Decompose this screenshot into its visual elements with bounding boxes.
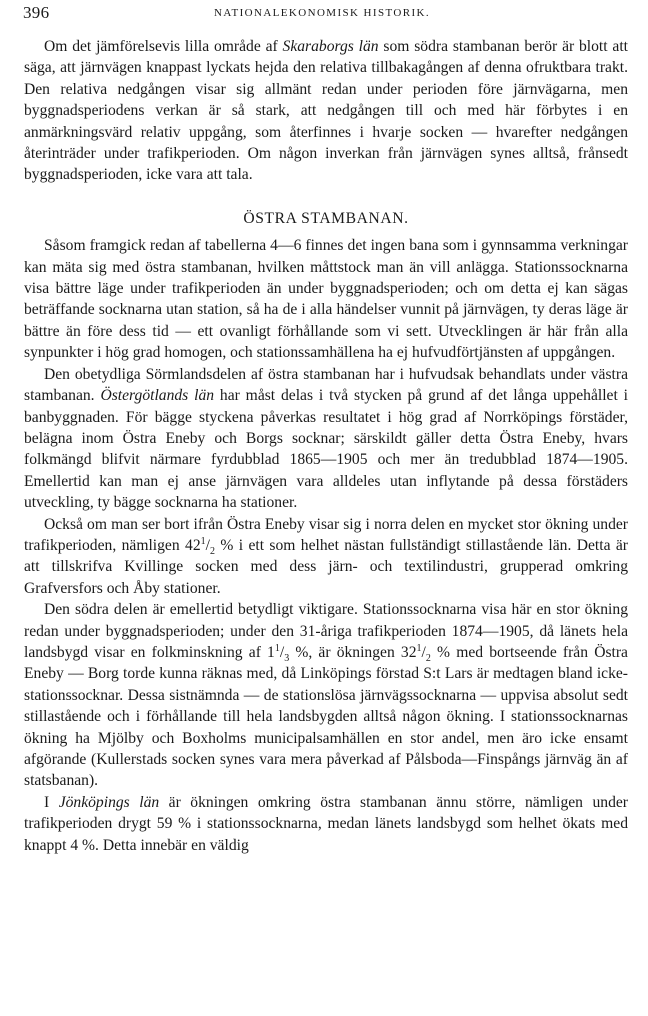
- fraction-part: 1: [274, 642, 280, 654]
- section-paragraphs: [24, 235, 628, 856]
- paragraph-p2: [24, 235, 628, 363]
- text-run: Om det jämförelsevis lilla område af: [44, 38, 283, 55]
- fraction-part: 2: [425, 653, 431, 665]
- page-header: [24, 3, 628, 25]
- section-heading: ÖSTRA STAMBANAN.: [243, 209, 409, 227]
- paragraph-p4: [24, 514, 628, 600]
- text-run: som södra stambanan berör är blott att säga, att järnvägen knappast lyckats hejda den relativa tillbakagången af denna ofruktbara trakt. Den relativa nedgången visar sig allmänt redan under perioden före järnvägarna, men byggnadsperiodens verkan är så stark, att nedgången till och med här förbytes i en anmärkningsvärd relativ uppgång, som återfinnes i hvarje socken — hvarefter nedgången återinträder under trafikperioden. Om någon inverkan från järnvägen synes alltså, frånsedt byggnadsperioden, icke vara att tala.: [24, 38, 628, 184]
- page-number: 396: [23, 3, 50, 22]
- text-run: /: [205, 536, 210, 554]
- text-run: I: [44, 793, 59, 811]
- italic-place-name: Östergötlands län: [100, 387, 215, 405]
- italic-place-name: Skaraborgs län: [282, 38, 379, 55]
- paragraph-p1: [24, 36, 628, 186]
- paragraph-p3: [24, 364, 628, 514]
- text-run: %, är ökningen 32: [289, 643, 417, 661]
- text-run: Den södra delen är emellertid betydligt viktigare. Stationssocknarna visa här en stor ökning redan under byggnadsperioden; under den 31-åriga trafikperioden 1874—1905, då länets hela landsbygd visar en folkminskning af 1: [24, 601, 628, 661]
- text-run: /: [421, 643, 426, 661]
- running-head: NATIONALEKONOMISK HISTORIK.: [214, 7, 431, 19]
- italic-place-name: Jönköpings län: [58, 793, 160, 811]
- paragraph-p6: [24, 792, 628, 856]
- paragraph-p5: [24, 599, 628, 792]
- fraction-part: 1: [416, 642, 422, 654]
- text-run: /: [279, 643, 285, 661]
- body-text: [24, 36, 628, 856]
- text-run: % i ett som helhet nästan fullständigt stillastående län. Detta är att tillskrifva Kvillinge socken med dess järn- och textilindustri, grupperad omkring Grafversfors och Åby stationer.: [24, 536, 629, 597]
- text-run: Också om man ser bort ifrån Östra Eneby visar sig i norra delen en mycket stor ökning under trafikperioden, nämligen 42: [24, 515, 628, 554]
- fraction-part: 3: [284, 653, 290, 665]
- book-page: [24, 0, 628, 1016]
- text-run: har måst delas i två stycken på grund af det långa uppehållet i banbyggnaden. För bägge styckena påverkas resultatet i hög grad af Norrköpings förstäder, belägna inom Östra Eneby och Borgs socknar; särskildt gäller detta Östra Eneby, hvars folkmängd blifvit närmare fyrdubblad 1865—1905 och mer än tredubblad 1874—1905. Emellertid kan man ej anse järnvägen vara alldeles utan inflytande på dessa förstäders utveckling, ty bägge socknarna ha stationer.: [24, 387, 628, 512]
- text-run: Såsom framgick redan af tabellerna 4—6 finnes det ingen bana som i gynnsamma verkningar kan mäta sig med östra stambanan, hvilken måttstock man än vill anlägga. Stationssocknarna visa bättre läge under trafikperioden än under byggnadsperioden; och om detta ej kan sägas beträffande socknarna utan station, så ha de i alla händelser vunnit på järnvägen, ty deras läge är bättre än före dess tid — ett ovanligt förhållande som vi sett. Utvecklingen är här från alla synpunkter i hög grad homogen, och stationssamhällena ha ej hufvudförtjänsten af uppgången.: [24, 237, 628, 362]
- fraction-part: 1: [200, 535, 206, 547]
- text-run: är ökningen omkring östra stambanan ännu större, nämligen under trafikperioden drygt 59 % i stationssocknarna, medan länets landsbygd som helhet ökats med knappt 4 %. Detta innebär en väldig: [24, 793, 628, 854]
- intro-paragraphs: [24, 36, 628, 186]
- text-run: Den obetydliga Sörmlandsdelen af östra stambanan har i hufvudsak behandlats under västra stambanan.: [24, 365, 628, 405]
- text-run: % med bortseende från Östra Eneby — Borg torde kunna räknas med, då Linköpings förstad S:t Lars är medtagen bland icke-stationssocknar. Dessa sistnämnda — de stationslösa järnvägssocknarna — uppvisa absolut sedt stillastående och i förhållande till hela landsbygden alltså någon ökning. I stationssocknarnas ökning ha Mjölby och Boxholms municipalsamhällen en stor andel, men äro icke ensamt afgörande (Kullerstads socken synes vara mera påverkad af Pålsboda—Finspångs järnväg än af statsbanan).: [24, 643, 628, 790]
- fraction-part: 2: [209, 546, 215, 558]
